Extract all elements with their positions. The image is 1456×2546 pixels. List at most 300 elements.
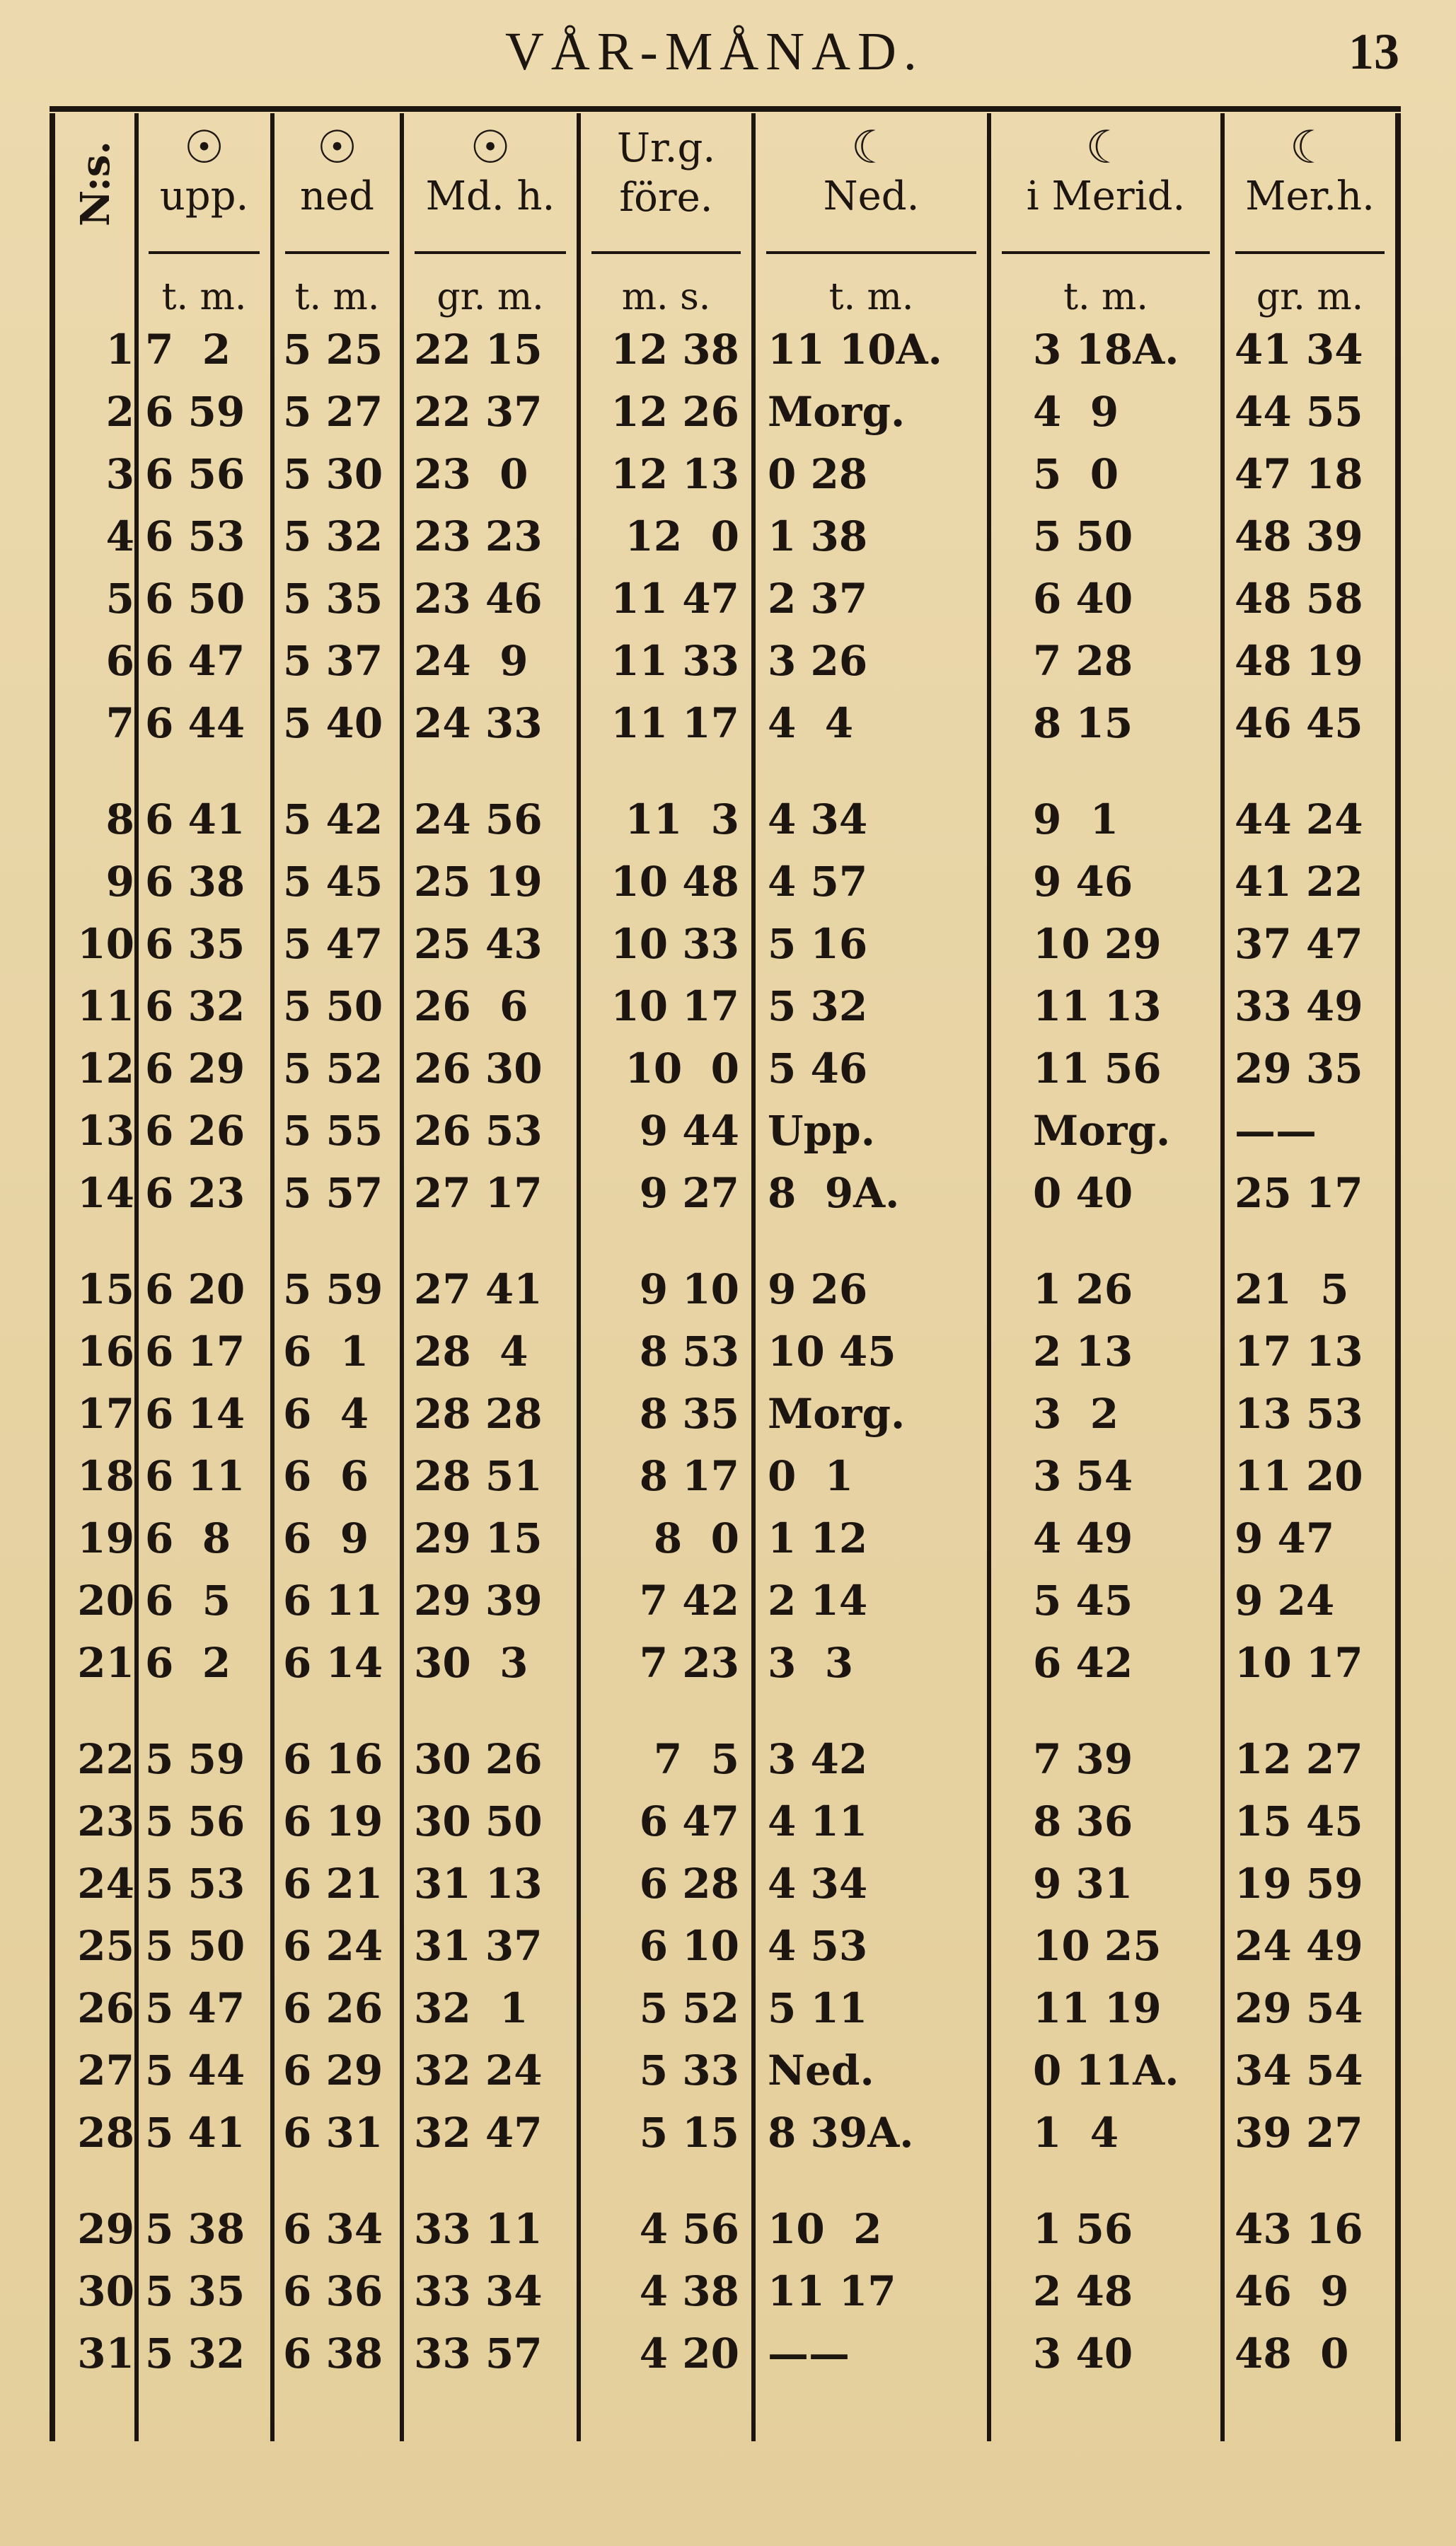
column-header-top: Ur.g. xyxy=(616,125,716,171)
table-cell: 22 37 xyxy=(414,388,543,436)
table-cell: 5 46 xyxy=(768,1044,868,1093)
table-cell: 33 49 xyxy=(1235,982,1363,1030)
table-cell: 34 54 xyxy=(1235,2046,1363,2095)
table-cell: 5 0 xyxy=(1033,450,1119,498)
table-cell: 4 xyxy=(105,512,134,560)
table-cell: 9 31 xyxy=(1033,1860,1133,1908)
table-cell: 5 25 xyxy=(283,326,383,374)
table-cell: 6 10 xyxy=(639,1922,739,1970)
table-cell: 6 14 xyxy=(283,1639,383,1687)
table-cell: 6 44 xyxy=(145,699,245,747)
table-cell: 26 30 xyxy=(414,1044,543,1093)
table-cell: 30 xyxy=(77,2267,134,2315)
table-cell: 10 48 xyxy=(611,858,739,906)
column-header-top: ☾ xyxy=(1289,122,1331,174)
table-cell: 6 31 xyxy=(283,2109,383,2157)
table-cell: 11 20 xyxy=(1235,1452,1363,1500)
table-cell: 5 57 xyxy=(283,1169,383,1217)
top-rule xyxy=(50,106,1401,112)
table-cell: 5 37 xyxy=(283,637,383,685)
table-cell: 5 45 xyxy=(283,858,383,906)
table-cell: 13 53 xyxy=(1235,1390,1363,1438)
table-row xyxy=(0,450,1456,512)
table-cell: 8 35 xyxy=(639,1390,739,1438)
table-cell: 27 41 xyxy=(414,1265,543,1313)
table-cell: 46 45 xyxy=(1235,699,1363,747)
column-header-bottom: Ned. xyxy=(823,173,920,219)
table-cell: 24 9 xyxy=(414,637,528,685)
table-cell: 9 47 xyxy=(1235,1514,1335,1562)
table-cell: 5 11 xyxy=(768,1984,868,2032)
table-cell: 8 xyxy=(105,795,134,843)
table-row xyxy=(0,388,1456,450)
column-header xyxy=(1225,124,1395,221)
table-row xyxy=(0,512,1456,575)
table-cell: 5 52 xyxy=(283,1044,383,1093)
table-cell: 5 32 xyxy=(768,982,868,1030)
table-cell: 4 11 xyxy=(768,1797,868,1845)
header-underline xyxy=(285,251,389,254)
table-cell: 6 50 xyxy=(145,575,245,623)
table-row xyxy=(0,1390,1456,1452)
column-header-top: ☉ xyxy=(470,122,511,174)
table-cell: 12 26 xyxy=(611,388,739,436)
table-cell: 5 45 xyxy=(1033,1577,1133,1625)
table-cell: Morg. xyxy=(768,1390,906,1438)
table-cell: 39 27 xyxy=(1235,2109,1363,2157)
header-underline xyxy=(1235,251,1385,254)
table-cell: 26 6 xyxy=(414,982,528,1030)
table-cell: 6 xyxy=(105,637,134,685)
table-cell: 6 2 xyxy=(145,1639,231,1687)
table-cell: 6 42 xyxy=(1033,1639,1133,1687)
table-cell: 1 38 xyxy=(768,512,868,560)
table-cell: 4 9 xyxy=(1033,388,1119,436)
table-row xyxy=(0,637,1456,699)
table-cell: 3 54 xyxy=(1033,1452,1133,1500)
table-row xyxy=(0,1922,1456,1984)
table-cell: 11 47 xyxy=(611,575,739,623)
table-cell: 29 54 xyxy=(1235,1984,1363,2032)
column-header xyxy=(275,124,400,221)
table-row xyxy=(0,982,1456,1044)
table-row xyxy=(0,1797,1456,1860)
table-cell: 10 0 xyxy=(625,1044,739,1093)
table-cell: 31 13 xyxy=(414,1860,543,1908)
header-underline xyxy=(149,251,260,254)
header-underline xyxy=(591,251,741,254)
table-cell: 23 xyxy=(77,1797,134,1845)
table-cell: 6 29 xyxy=(283,2046,383,2095)
table-cell: 5 59 xyxy=(283,1265,383,1313)
table-row xyxy=(0,1452,1456,1514)
table-cell: 5 35 xyxy=(145,2267,245,2315)
table-cell: 23 0 xyxy=(414,450,528,498)
table-cell: 32 24 xyxy=(414,2046,543,2095)
table-cell: 10 33 xyxy=(611,920,739,968)
table-row xyxy=(0,699,1456,761)
column-header-bottom: i Merid. xyxy=(1026,173,1186,219)
table-cell: 1 12 xyxy=(768,1514,868,1562)
table-cell: 10 25 xyxy=(1033,1922,1162,1970)
page-number: 13 xyxy=(1348,23,1399,80)
table-cell: 12 13 xyxy=(611,450,739,498)
table-cell: 5 32 xyxy=(283,512,383,560)
page-title: VÅR-MÅNAD. xyxy=(505,22,924,81)
table-cell: 5 50 xyxy=(283,982,383,1030)
table-cell: 29 39 xyxy=(414,1577,543,1625)
table-cell: 25 43 xyxy=(414,920,543,968)
table-cell: Ned. xyxy=(768,2046,874,2095)
table-cell: 9 10 xyxy=(639,1265,739,1313)
table-cell: 6 4 xyxy=(283,1390,369,1438)
table-cell: 21 xyxy=(77,1639,134,1687)
column-header-top: ☾ xyxy=(1085,122,1126,174)
table-cell: 9 44 xyxy=(639,1107,739,1155)
table-cell: 6 9 xyxy=(283,1514,369,1562)
table-cell: 43 16 xyxy=(1235,2205,1363,2253)
header-underline xyxy=(415,251,566,254)
table-cell: 19 xyxy=(77,1514,134,1562)
table-cell: 23 23 xyxy=(414,512,543,560)
table-cell: 7 28 xyxy=(1033,637,1133,685)
table-cell: 11 13 xyxy=(1033,982,1162,1030)
table-cell: 44 55 xyxy=(1235,388,1363,436)
table-cell: 11 10A. xyxy=(768,326,942,374)
table-cell: 0 11A. xyxy=(1033,2046,1179,2095)
column-header-top: N:s. xyxy=(72,141,119,227)
column-header xyxy=(991,124,1220,221)
table-cell: 3 3 xyxy=(768,1639,854,1687)
table-cell: 0 1 xyxy=(768,1452,854,1500)
table-cell: 4 57 xyxy=(768,858,868,906)
table-cell: 5 47 xyxy=(283,920,383,968)
table-row xyxy=(0,858,1456,920)
column-header-top: ☉ xyxy=(183,122,225,174)
table-row xyxy=(0,920,1456,982)
table-cell: 8 0 xyxy=(653,1514,739,1562)
table-cell: 17 13 xyxy=(1235,1327,1363,1376)
table-cell: 28 4 xyxy=(414,1327,528,1376)
table-cell: 25 19 xyxy=(414,858,543,906)
table-cell: 5 15 xyxy=(639,2109,739,2157)
table-cell: 19 59 xyxy=(1235,1860,1363,1908)
table-cell: 5 50 xyxy=(1033,512,1133,560)
table-cell: 9 27 xyxy=(639,1169,739,1217)
table-cell: 11 17 xyxy=(611,699,739,747)
table-cell: 33 11 xyxy=(414,2205,543,2253)
table-cell: 11 56 xyxy=(1033,1044,1162,1093)
table-cell: 48 39 xyxy=(1235,512,1363,560)
unit-label: t. m. xyxy=(161,276,247,318)
table-cell: 12 27 xyxy=(1235,1735,1363,1783)
table-cell: 6 47 xyxy=(639,1797,739,1845)
table-cell: —— xyxy=(768,2329,850,2378)
table-cell: 6 32 xyxy=(145,982,245,1030)
table-cell: 10 17 xyxy=(1235,1639,1363,1687)
table-cell: Morg. xyxy=(768,388,906,436)
column-header-top: ☾ xyxy=(850,122,892,174)
table-cell: 7 xyxy=(105,699,134,747)
table-cell: 26 xyxy=(77,1984,134,2032)
table-cell: 2 48 xyxy=(1033,2267,1133,2315)
table-cell: 28 51 xyxy=(414,1452,543,1500)
table-cell: 10 45 xyxy=(768,1327,896,1376)
table-cell: 6 38 xyxy=(145,858,245,906)
table-cell: 6 16 xyxy=(283,1735,383,1783)
table-cell: 5 52 xyxy=(639,1984,739,2032)
table-row xyxy=(0,2109,1456,2171)
table-cell: 47 18 xyxy=(1235,450,1363,498)
table-cell: 4 56 xyxy=(639,2205,739,2253)
table-cell: 5 56 xyxy=(145,1797,245,1845)
table-row xyxy=(0,1860,1456,1922)
table-cell: 5 xyxy=(105,575,134,623)
table-cell: 6 29 xyxy=(145,1044,245,1093)
table-row xyxy=(0,2329,1456,2392)
table-cell: 6 53 xyxy=(145,512,245,560)
table-cell: 29 xyxy=(77,2205,134,2253)
table-cell: 5 42 xyxy=(283,795,383,843)
column-header xyxy=(138,124,270,221)
table-cell: 33 34 xyxy=(414,2267,543,2315)
column-header xyxy=(404,124,577,221)
table-cell: 4 49 xyxy=(1033,1514,1133,1562)
table-cell: 9 1 xyxy=(1033,795,1119,843)
table-cell: 25 17 xyxy=(1235,1169,1363,1217)
table-cell: 5 38 xyxy=(145,2205,245,2253)
table-cell: 7 2 xyxy=(145,326,231,374)
table-cell: 3 18A. xyxy=(1033,326,1179,374)
table-cell: 11 3 xyxy=(625,795,739,843)
table-cell: 8 17 xyxy=(639,1452,739,1500)
table-cell: 4 38 xyxy=(639,2267,739,2315)
table-cell: 46 9 xyxy=(1235,2267,1349,2315)
table-cell: 4 4 xyxy=(768,699,854,747)
column-header-bottom: upp. xyxy=(159,173,249,219)
column-header-top: ☉ xyxy=(316,122,358,174)
table-cell: 6 20 xyxy=(145,1265,245,1313)
table-row xyxy=(0,2046,1456,2109)
table-cell: 6 11 xyxy=(145,1452,245,1500)
column-header-bottom: före. xyxy=(619,175,713,221)
table-cell: 37 47 xyxy=(1235,920,1363,968)
table-cell: 5 55 xyxy=(283,1107,383,1155)
table-cell: 10 29 xyxy=(1033,920,1162,968)
table-cell: 3 42 xyxy=(768,1735,868,1783)
table-row xyxy=(0,2205,1456,2267)
table-cell: 7 23 xyxy=(639,1639,739,1687)
table-cell: 6 38 xyxy=(283,2329,383,2378)
column-header-bottom: Md. h. xyxy=(425,173,555,219)
table-cell: 6 47 xyxy=(145,637,245,685)
table-row xyxy=(0,1044,1456,1107)
unit-label: t. m. xyxy=(1063,276,1148,318)
table-cell: 7 39 xyxy=(1033,1735,1133,1783)
table-cell: 4 34 xyxy=(768,1860,868,1908)
table-cell: 5 16 xyxy=(768,920,868,968)
table-cell: 5 59 xyxy=(145,1735,245,1783)
table-cell: 5 32 xyxy=(145,2329,245,2378)
table-cell: 24 49 xyxy=(1235,1922,1363,1970)
unit-label: gr. m. xyxy=(437,276,544,318)
table-cell: 6 26 xyxy=(145,1107,245,1155)
table-cell: Morg. xyxy=(1033,1107,1171,1155)
table-cell: 6 6 xyxy=(283,1452,369,1500)
table-cell: 3 xyxy=(105,450,134,498)
table-row xyxy=(0,1735,1456,1797)
table-cell: 0 40 xyxy=(1033,1169,1133,1217)
table-cell: 27 xyxy=(77,2046,134,2095)
table-cell: 6 11 xyxy=(283,1577,383,1625)
page-header xyxy=(0,21,1456,92)
table-cell: 6 24 xyxy=(283,1922,383,1970)
table-cell: 1 xyxy=(105,326,134,374)
column-header-bottom: Mer.h. xyxy=(1245,173,1375,219)
table-row xyxy=(0,2267,1456,2329)
table-row xyxy=(0,1169,1456,1231)
table-cell: 10 17 xyxy=(611,982,739,1030)
table-cell: 5 41 xyxy=(145,2109,245,2157)
table-cell: 48 0 xyxy=(1235,2329,1349,2378)
table-cell: 5 40 xyxy=(283,699,383,747)
table-cell: 41 22 xyxy=(1235,858,1363,906)
table-cell: 6 34 xyxy=(283,2205,383,2253)
table-cell: 2 14 xyxy=(768,1577,868,1625)
table-cell: 6 1 xyxy=(283,1327,369,1376)
table-cell: 24 56 xyxy=(414,795,543,843)
table-cell: 2 13 xyxy=(1033,1327,1133,1376)
table-cell: 30 26 xyxy=(414,1735,543,1783)
table-cell: 9 26 xyxy=(768,1265,868,1313)
table-cell: 9 xyxy=(105,858,134,906)
table-cell: 6 41 xyxy=(145,795,245,843)
table-cell: 20 xyxy=(77,1577,134,1625)
unit-label: t. m. xyxy=(294,276,380,318)
unit-label: m. s. xyxy=(621,276,711,318)
table-cell: 41 34 xyxy=(1235,326,1363,374)
table-cell: 6 59 xyxy=(145,388,245,436)
table-cell: 10 xyxy=(77,920,134,968)
table-cell: 30 3 xyxy=(414,1639,528,1687)
table-cell: 6 40 xyxy=(1033,575,1133,623)
unit-label: gr. m. xyxy=(1256,276,1364,318)
table-cell: 5 50 xyxy=(145,1922,245,1970)
table-cell: 5 53 xyxy=(145,1860,245,1908)
table-cell: 1 26 xyxy=(1033,1265,1133,1313)
table-cell: 2 37 xyxy=(768,575,868,623)
table-cell: 6 26 xyxy=(283,1984,383,2032)
table-row xyxy=(0,1265,1456,1327)
table-cell: 8 15 xyxy=(1033,699,1133,747)
table-cell: 11 xyxy=(77,982,134,1030)
table-cell: 5 35 xyxy=(283,575,383,623)
table-cell: 32 47 xyxy=(414,2109,543,2157)
table-cell: 4 20 xyxy=(639,2329,739,2378)
table-cell: 30 50 xyxy=(414,1797,543,1845)
table-cell: 48 58 xyxy=(1235,575,1363,623)
table-row xyxy=(0,1984,1456,2046)
header-underline xyxy=(766,251,976,254)
table-cell: 15 45 xyxy=(1235,1797,1363,1845)
table-cell: 6 17 xyxy=(145,1327,245,1376)
table-cell: 21 5 xyxy=(1235,1265,1349,1313)
table-cell: 0 28 xyxy=(768,450,868,498)
table-cell: 24 xyxy=(77,1860,134,1908)
column-header xyxy=(581,124,751,223)
table-cell: 6 14 xyxy=(145,1390,245,1438)
table-cell: 48 19 xyxy=(1235,637,1363,685)
table-cell: 6 5 xyxy=(145,1577,231,1625)
table-cell: 5 27 xyxy=(283,388,383,436)
table-row xyxy=(0,1639,1456,1701)
table-cell: 12 xyxy=(77,1044,134,1093)
table-cell: 12 0 xyxy=(625,512,739,560)
table-cell: 8 36 xyxy=(1033,1797,1133,1845)
table-cell: 28 xyxy=(77,2109,134,2157)
table-cell: 17 xyxy=(77,1390,134,1438)
unit-headers xyxy=(0,276,1456,326)
table-cell: 29 15 xyxy=(414,1514,543,1562)
table-cell: 31 37 xyxy=(414,1922,543,1970)
table-cell: 6 56 xyxy=(145,450,245,498)
table-cell: Upp. xyxy=(768,1107,875,1155)
column-header-bottom: ned xyxy=(299,173,375,219)
table-cell: 6 8 xyxy=(145,1514,231,1562)
table-cell: 5 33 xyxy=(639,2046,739,2095)
table-cell: 24 33 xyxy=(414,699,543,747)
table-row xyxy=(0,1514,1456,1577)
column-header xyxy=(756,124,987,221)
table-cell: 33 57 xyxy=(414,2329,543,2378)
table-cell: 2 xyxy=(105,388,134,436)
table-cell: 14 xyxy=(77,1169,134,1217)
table-cell: 4 34 xyxy=(768,795,868,843)
table-cell: 3 2 xyxy=(1033,1390,1119,1438)
table-cell: 15 xyxy=(77,1265,134,1313)
table-cell: 23 46 xyxy=(414,575,543,623)
table-row xyxy=(0,1577,1456,1639)
table-cell: 5 47 xyxy=(145,1984,245,2032)
table-cell: 9 24 xyxy=(1235,1577,1335,1625)
table-cell: —— xyxy=(1235,1107,1317,1155)
table-cell: 12 38 xyxy=(611,326,739,374)
table-cell: 8 39A. xyxy=(768,2109,914,2157)
table-cell: 25 xyxy=(77,1922,134,1970)
table-cell: 11 33 xyxy=(611,637,739,685)
table-cell: 8 9A. xyxy=(768,1169,900,1217)
table-cell: 10 2 xyxy=(768,2205,882,2253)
column-header xyxy=(57,124,134,244)
table-row xyxy=(0,1107,1456,1169)
table-cell: 3 26 xyxy=(768,637,868,685)
table-cell: 22 xyxy=(77,1735,134,1783)
table-cell: 18 xyxy=(77,1452,134,1500)
table-cell: 29 35 xyxy=(1235,1044,1363,1093)
table-cell: 6 28 xyxy=(639,1860,739,1908)
header-underline xyxy=(1002,251,1210,254)
table-row xyxy=(0,326,1456,388)
table-cell: 13 xyxy=(77,1107,134,1155)
table-row xyxy=(0,1327,1456,1390)
table-cell: 6 21 xyxy=(283,1860,383,1908)
table-cell: 28 28 xyxy=(414,1390,543,1438)
table-cell: 8 53 xyxy=(639,1327,739,1376)
unit-label: t. m. xyxy=(828,276,914,318)
table-cell: 31 xyxy=(77,2329,134,2378)
table-cell: 44 24 xyxy=(1235,795,1363,843)
table-row xyxy=(0,575,1456,637)
